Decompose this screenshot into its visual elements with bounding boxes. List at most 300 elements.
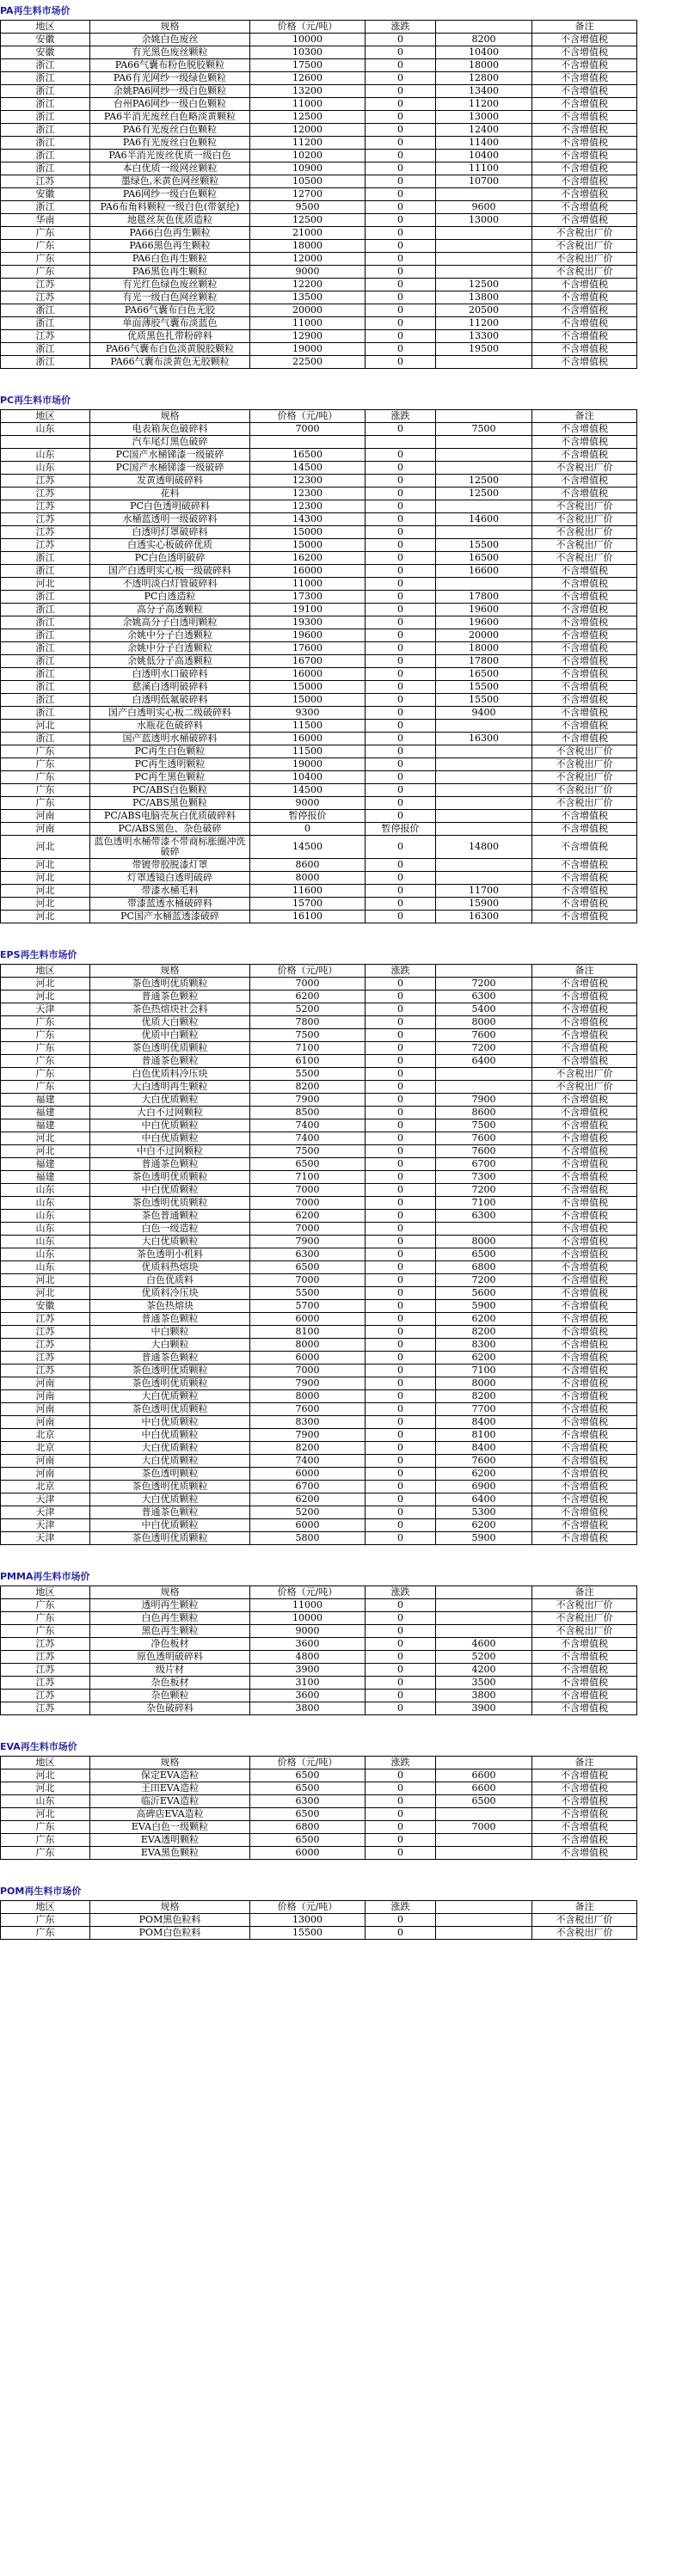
cell-change: 0: [366, 1119, 436, 1132]
cell-price: 12500: [250, 214, 366, 227]
cell-change: 0: [366, 668, 436, 681]
cell-region: 浙江: [1, 72, 90, 85]
table-row: [1, 214, 637, 227]
cell-note: 不含增值税: [532, 885, 637, 898]
cell-note: 不含增值税: [532, 616, 637, 629]
column-header-spec: 规格: [90, 1586, 250, 1599]
cell-spec: 白色优质料: [90, 1274, 250, 1287]
cell-price-high: 19500: [436, 343, 532, 356]
section-spacer: [0, 1715, 682, 1736]
cell-note: 不含增值税: [532, 1274, 637, 1287]
cell-price-high: [436, 784, 532, 797]
cell-region: 广东: [1, 1055, 90, 1068]
cell-region: 浙江: [1, 98, 90, 111]
cell-note: 不含增值税: [532, 46, 637, 59]
cell-note: 不含税出厂价: [532, 513, 637, 526]
table-row: [1, 1702, 637, 1715]
cell-note: 不含增值税: [532, 163, 637, 175]
cell-spec: PC/ABS黑色、杂色破碎: [90, 823, 250, 836]
table-row: [1, 1145, 637, 1158]
cell-price: 8100: [250, 1326, 366, 1339]
column-header-spec: 规格: [90, 965, 250, 978]
table-row: [1, 1236, 637, 1248]
cell-note: 不含增值税: [532, 655, 637, 668]
cell-spec: 茶色热熔块: [90, 1300, 250, 1313]
cell-price: 12200: [250, 279, 366, 291]
cell-region: 河北: [1, 1132, 90, 1145]
cell-region: 江苏: [1, 526, 90, 539]
cell-change: 0: [366, 1625, 436, 1638]
cell-change: 0: [366, 1236, 436, 1248]
cell-note: 不含增值税: [532, 911, 637, 923]
cell-change: 0: [366, 604, 436, 616]
cell-spec: PC/ABS电脑壳灰白优质破碎料: [90, 810, 250, 823]
cell-note: 不含增值税: [532, 629, 637, 642]
cell-price: 7800: [250, 1016, 366, 1029]
cell-note: 不含增值税: [532, 1042, 637, 1055]
cell-change: 0: [366, 46, 436, 59]
table-header-row: [1, 410, 637, 423]
cell-spec: 原色透明破碎料: [90, 1651, 250, 1664]
cell-note: 不含增值税: [532, 175, 637, 188]
cell-price-high: 10400: [436, 150, 532, 163]
cell-price-high: 6200: [436, 1519, 532, 1532]
cell-spec: 大白优质颗粒: [90, 1493, 250, 1506]
cell-spec: 白色优质料冷压块: [90, 1068, 250, 1081]
cell-price-high: 9400: [436, 707, 532, 720]
cell-region: 广东: [1, 745, 90, 758]
cell-price-high: [436, 227, 532, 240]
cell-spec: 带漆水桶毛料: [90, 885, 250, 898]
cell-note: 不含增值税: [532, 436, 637, 449]
cell-region: 河南: [1, 1390, 90, 1403]
table-row: [1, 655, 637, 668]
cell-price: 5800: [250, 1532, 366, 1545]
cell-price: 7500: [250, 1029, 366, 1042]
cell-note: 不含税出厂价: [532, 1081, 637, 1094]
cell-spec: 有光一级白色网丝颗粒: [90, 291, 250, 304]
cell-change: 0: [366, 1029, 436, 1042]
cell-spec: PA6布角料颗粒一级白色(带氨纶): [90, 201, 250, 214]
cell-region: 江苏: [1, 513, 90, 526]
price-table: [0, 964, 637, 1545]
column-header-note: 备注: [532, 1901, 637, 1914]
cell-change: 0: [366, 784, 436, 797]
cell-change: 0: [366, 163, 436, 175]
cell-price: 11000: [250, 578, 366, 591]
cell-note: 不含增值税: [532, 1834, 637, 1847]
cell-price: 7900: [250, 1377, 366, 1390]
cell-spec: 蓝色透明水桶带漆不带商标胀圈冲洗破碎: [90, 836, 250, 859]
cell-note: 不含增值税: [532, 1493, 637, 1506]
cell-price: 7100: [250, 1171, 366, 1184]
column-header-price: 价格（元/吨）: [250, 1757, 366, 1769]
section-title: PC再生料市场价: [0, 395, 71, 406]
cell-spec: 普通茶色颗粒: [90, 1506, 250, 1519]
cell-spec: 单面薄胶气囊布淡蓝色: [90, 317, 250, 330]
cell-region: 河北: [1, 898, 90, 911]
cell-change: 0: [366, 240, 436, 253]
cell-price: 7000: [250, 1197, 366, 1210]
cell-price-high: 7200: [436, 1274, 532, 1287]
cell-region: 广东: [1, 784, 90, 797]
cell-change: 0: [366, 304, 436, 317]
cell-note: 不含增值税: [532, 291, 637, 304]
cell-change: 0: [366, 1003, 436, 1016]
cell-spec: EVA透明颗粒: [90, 1834, 250, 1847]
cell-change: 0: [366, 1377, 436, 1390]
table-row: [1, 720, 637, 733]
cell-price: 8200: [250, 1081, 366, 1094]
table-row: [1, 991, 637, 1003]
cell-price-high: 11200: [436, 317, 532, 330]
cell-price-high: 12500: [436, 475, 532, 488]
cell-price-high: [436, 745, 532, 758]
cell-price: 16000: [250, 668, 366, 681]
cell-change: 0: [366, 629, 436, 642]
cell-price: 5700: [250, 1300, 366, 1313]
table-row: [1, 1094, 637, 1107]
cell-change: 0: [366, 1248, 436, 1261]
cell-region: 浙江: [1, 343, 90, 356]
cell-change: 0: [366, 1506, 436, 1519]
cell-change: 0: [366, 1223, 436, 1236]
cell-spec: 杂色板材: [90, 1677, 250, 1690]
cell-note: 不含增值税: [532, 1847, 637, 1860]
table-row: [1, 1107, 637, 1119]
cell-region: 安徽: [1, 188, 90, 201]
cell-region: 江苏: [1, 1664, 90, 1677]
cell-note: 不含税出厂价: [532, 1612, 637, 1625]
cell-price-high: [436, 578, 532, 591]
cell-price: 19000: [250, 343, 366, 356]
cell-change: 0: [366, 1081, 436, 1094]
cell-note: 不含增值税: [532, 1107, 637, 1119]
cell-change: 0: [366, 836, 436, 859]
cell-note: 不含增值税: [532, 111, 637, 124]
cell-region: 江苏: [1, 1313, 90, 1326]
cell-note: 不含增值税: [532, 898, 637, 911]
cell-spec: 有光红色绿色废丝颗粒: [90, 279, 250, 291]
table-row: [1, 1506, 637, 1519]
cell-region: 福建: [1, 1094, 90, 1107]
cell-region: 河南: [1, 823, 90, 836]
column-header-region: 地区: [1, 21, 90, 34]
cell-price-high: 15500: [436, 694, 532, 707]
table-row: [1, 175, 637, 188]
cell-price: 3600: [250, 1638, 366, 1651]
cell-price-high: [436, 1081, 532, 1094]
cell-price-high: [436, 253, 532, 266]
cell-price: 7000: [250, 423, 366, 436]
table-row: [1, 1481, 637, 1493]
table-row: [1, 356, 637, 369]
cell-region: 广东: [1, 1834, 90, 1847]
cell-spec: 黑色再生颗粒: [90, 1625, 250, 1638]
cell-price: 11600: [250, 885, 366, 898]
cell-spec: PA6网纱一级白色颗粒: [90, 188, 250, 201]
table-row: [1, 1210, 637, 1223]
cell-price-high: 6800: [436, 1261, 532, 1274]
cell-change: 0: [366, 1158, 436, 1171]
section-title: EPS再生料市场价: [0, 949, 77, 960]
cell-price: 19600: [250, 629, 366, 642]
cell-price-high: 4600: [436, 1638, 532, 1651]
cell-note: 不含税出厂价: [532, 784, 637, 797]
cell-spec: 白透明灯罩破碎料: [90, 526, 250, 539]
cell-spec: 大白优质颗粒: [90, 1442, 250, 1455]
column-header-price-high: [436, 1586, 532, 1599]
cell-price-high: 4200: [436, 1664, 532, 1677]
table-row: [1, 1042, 637, 1055]
cell-price: 6000: [250, 1352, 366, 1365]
cell-price-high: 8200: [436, 1390, 532, 1403]
cell-note: 不含税出厂价: [532, 1914, 637, 1927]
table-row: [1, 1519, 637, 1532]
cell-price-high: 13400: [436, 85, 532, 98]
cell-region: 江苏: [1, 539, 90, 552]
table-row: [1, 1532, 637, 1545]
cell-spec: 优质料热熔块: [90, 1261, 250, 1274]
cell-price: 6500: [250, 1782, 366, 1795]
cell-region: 北京: [1, 1442, 90, 1455]
cell-spec: 茶色普通颗粒: [90, 1210, 250, 1223]
cell-change: 0: [366, 1171, 436, 1184]
table-row: [1, 898, 637, 911]
table-row: [1, 872, 637, 885]
cell-region: 广东: [1, 240, 90, 253]
cell-change: 0: [366, 72, 436, 85]
cell-spec: 级片材: [90, 1664, 250, 1677]
price-section: [0, 369, 682, 923]
cell-spec: 普通茶色颗粒: [90, 1313, 250, 1326]
cell-change: 0: [366, 188, 436, 201]
cell-spec: 保定EVA造粒: [90, 1769, 250, 1782]
table-row: [1, 1326, 637, 1339]
cell-price-high: 15900: [436, 898, 532, 911]
cell-note: 不含增值税: [532, 137, 637, 150]
cell-change: 0: [366, 872, 436, 885]
table-row: [1, 1664, 637, 1677]
cell-price-high: 17800: [436, 591, 532, 604]
cell-spec: EVA黑色颗粒: [90, 1847, 250, 1860]
cell-region: 河北: [1, 1274, 90, 1287]
cell-price-high: 15500: [436, 539, 532, 552]
cell-price-high: 7000: [436, 1821, 532, 1834]
cell-price-high: 7500: [436, 423, 532, 436]
cell-spec: 发黄透明破碎料: [90, 475, 250, 488]
cell-spec: 透明再生颗粒: [90, 1599, 250, 1612]
cell-spec: 水桶蓝透明一级破碎料: [90, 513, 250, 526]
cell-price-high: [436, 771, 532, 784]
table-row: [1, 279, 637, 291]
cell-spec: 普通茶色颗粒: [90, 991, 250, 1003]
cell-note: 不含增值税: [532, 1390, 637, 1403]
cell-change: 0: [366, 1782, 436, 1795]
cell-spec: 茶色透明优质颗粒: [90, 1197, 250, 1210]
table-row: [1, 1300, 637, 1313]
cell-region: 北京: [1, 1481, 90, 1493]
cell-note: 不含增值税: [532, 604, 637, 616]
cell-price: 6000: [250, 1468, 366, 1481]
cell-spec: PC白色透明破碎: [90, 552, 250, 565]
cell-price-high: 3900: [436, 1702, 532, 1715]
price-table: [0, 20, 637, 369]
cell-price: 19300: [250, 616, 366, 629]
table-row: [1, 1016, 637, 1029]
cell-note: 不含增值税: [532, 1352, 637, 1365]
column-header-change: 涨跌: [366, 1901, 436, 1914]
cell-price-high: 8200: [436, 1326, 532, 1339]
table-row: [1, 526, 637, 539]
cell-note: 不含增值税: [532, 304, 637, 317]
cell-change: 0: [366, 1016, 436, 1029]
table-header-row: [1, 965, 637, 978]
price-section: [0, 923, 682, 1545]
price-section: [0, 1545, 682, 1715]
table-row: [1, 978, 637, 991]
cell-change: 0: [366, 1664, 436, 1677]
cell-price: 13200: [250, 85, 366, 98]
cell-price-high: [436, 1927, 532, 1940]
cell-region: 山东: [1, 1223, 90, 1236]
cell-price: 13000: [250, 1914, 366, 1927]
cell-spec: 茶色透明优质颗粒: [90, 1365, 250, 1377]
cell-note: 不含增值税: [532, 475, 637, 488]
cell-note: 不含增值税: [532, 1664, 637, 1677]
cell-note: 不含增值税: [532, 1184, 637, 1197]
cell-price: 5500: [250, 1068, 366, 1081]
cell-price: 12000: [250, 124, 366, 137]
cell-change: 0: [366, 1821, 436, 1834]
cell-note: 不含增值税: [532, 1677, 637, 1690]
table-row: [1, 578, 637, 591]
table-row: [1, 201, 637, 214]
cell-region: 广东: [1, 1599, 90, 1612]
table-row: [1, 1068, 637, 1081]
cell-region: 浙江: [1, 694, 90, 707]
cell-price-high: [436, 1625, 532, 1638]
table-row: [1, 1171, 637, 1184]
cell-region: 广东: [1, 266, 90, 279]
table-row: [1, 163, 637, 175]
column-header-price-high: [436, 21, 532, 34]
cell-price: 6200: [250, 1210, 366, 1223]
cell-note: 不含增值税: [532, 733, 637, 745]
cell-change: 0: [366, 227, 436, 240]
cell-price-high: 9600: [436, 201, 532, 214]
cell-price: 19100: [250, 604, 366, 616]
cell-price: 4800: [250, 1651, 366, 1664]
cell-region: 浙江: [1, 616, 90, 629]
cell-price: 10000: [250, 1612, 366, 1625]
cell-region: [1, 436, 90, 449]
cell-spec: PA66气囊布白色无胶: [90, 304, 250, 317]
cell-price-high: 12500: [436, 279, 532, 291]
column-header-region: 地区: [1, 1901, 90, 1914]
cell-spec: 茶色透明颗粒: [90, 1468, 250, 1481]
column-header-change: 涨跌: [366, 21, 436, 34]
cell-change: 0: [366, 707, 436, 720]
column-header-change: 涨跌: [366, 965, 436, 978]
price-table: [0, 1900, 637, 1940]
cell-region: 江苏: [1, 1352, 90, 1365]
cell-price-high: [436, 758, 532, 771]
cell-region: 河北: [1, 578, 90, 591]
cell-change: 0: [366, 214, 436, 227]
cell-note: 不含增值税: [532, 72, 637, 85]
cell-change: 0: [366, 150, 436, 163]
table-row: [1, 1429, 637, 1442]
cell-note: 不含增值税: [532, 1197, 637, 1210]
cell-note: 不含增值税: [532, 214, 637, 227]
cell-spec: 普通茶色颗粒: [90, 1352, 250, 1365]
cell-spec: 不透明淡白灯管破碎料: [90, 578, 250, 591]
table-row: [1, 304, 637, 317]
cell-note: 不含税出厂价: [532, 500, 637, 513]
cell-price: 11000: [250, 317, 366, 330]
table-header-row: [1, 1586, 637, 1599]
cell-change: 0: [366, 758, 436, 771]
cell-price: 7400: [250, 1132, 366, 1145]
cell-region: 河南: [1, 1455, 90, 1468]
cell-note: 不含增值税: [532, 1769, 637, 1782]
cell-region: 广东: [1, 1068, 90, 1081]
cell-spec: PA6有光网纱一级绿色颗粒: [90, 72, 250, 85]
column-header-price-high: [436, 1757, 532, 1769]
cell-region: 河北: [1, 1287, 90, 1300]
cell-region: 浙江: [1, 642, 90, 655]
cell-price-high: 11100: [436, 163, 532, 175]
cell-change: 0: [366, 1532, 436, 1545]
cell-price-high: 12800: [436, 72, 532, 85]
cell-change: 0: [366, 253, 436, 266]
table-row: [1, 343, 637, 356]
table-row: [1, 668, 637, 681]
cell-change: 0: [366, 898, 436, 911]
cell-spec: EVA白色一级颗粒: [90, 1821, 250, 1834]
cell-spec: POM黑色粒料: [90, 1914, 250, 1927]
cell-region: 河南: [1, 1377, 90, 1390]
cell-note: 不含增值税: [532, 1145, 637, 1158]
cell-region: 河北: [1, 1769, 90, 1782]
cell-spec: 高分子高透颗粒: [90, 604, 250, 616]
cell-region: 广东: [1, 1029, 90, 1042]
cell-note: 不含增值税: [532, 150, 637, 163]
cell-spec: 中白颗粒: [90, 1326, 250, 1339]
cell-price: 7400: [250, 1119, 366, 1132]
cell-change: 0: [366, 526, 436, 539]
cell-price: 15000: [250, 681, 366, 694]
cell-price-high: 13000: [436, 214, 532, 227]
cell-price-high: 3500: [436, 1677, 532, 1690]
cell-change: 0: [366, 1287, 436, 1300]
cell-region: 浙江: [1, 655, 90, 668]
cell-note: 不含税出厂价: [532, 1625, 637, 1638]
cell-price-high: 7300: [436, 1171, 532, 1184]
cell-price-high: [436, 1847, 532, 1860]
cell-price: 14500: [250, 836, 366, 859]
cell-region: 山东: [1, 1236, 90, 1248]
cell-change: 0: [366, 85, 436, 98]
cell-change: 0: [366, 1808, 436, 1821]
table-row: [1, 1834, 637, 1847]
cell-note: 不含增值税: [532, 859, 637, 872]
table-row: [1, 98, 637, 111]
cell-price-high: 7600: [436, 1145, 532, 1158]
cell-note: 不含增值税: [532, 1377, 637, 1390]
cell-spec: 优质大白颗粒: [90, 1016, 250, 1029]
